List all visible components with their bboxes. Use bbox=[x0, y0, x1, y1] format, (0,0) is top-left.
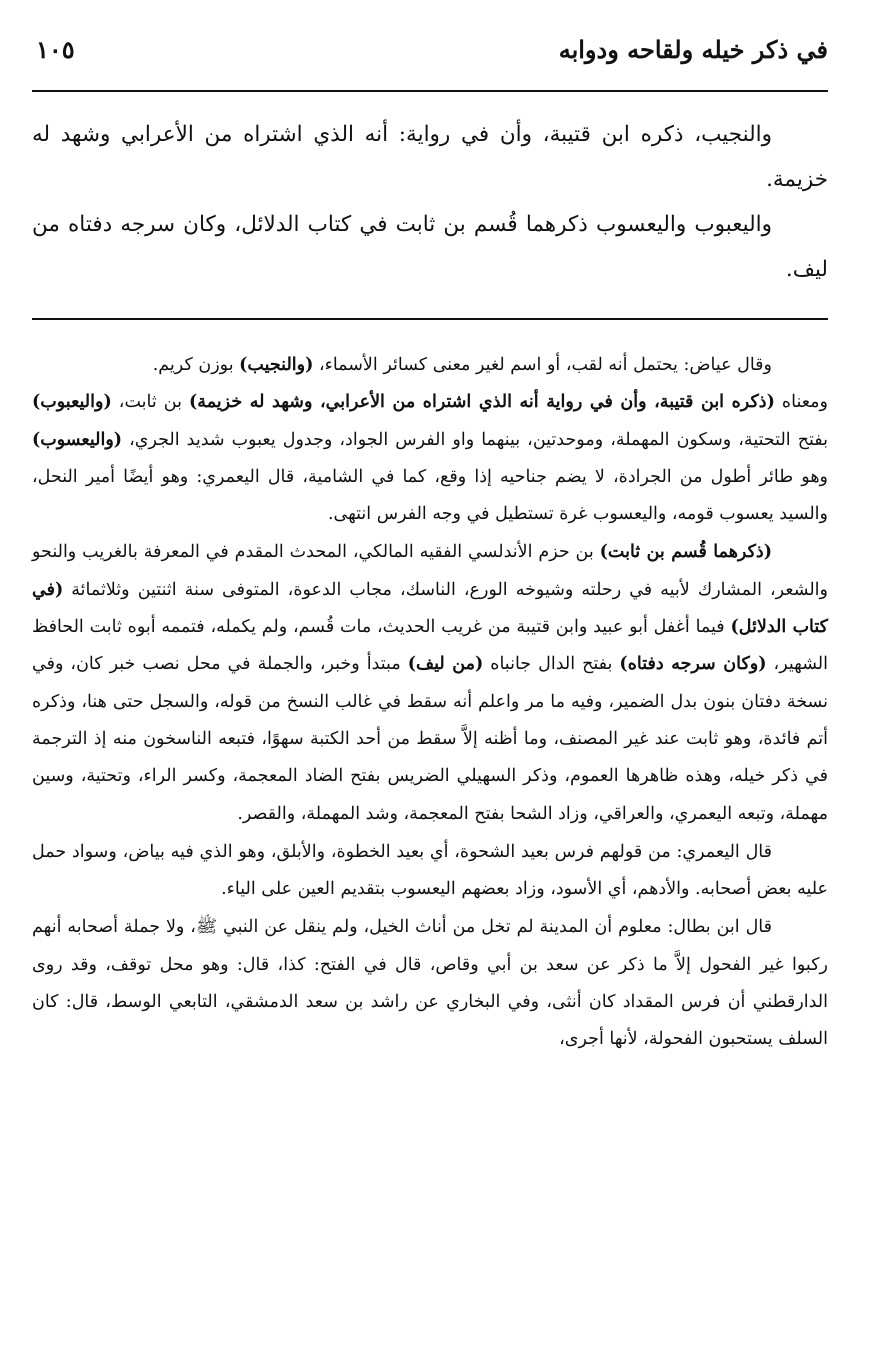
commentary-text-run: بوزن كريم. bbox=[152, 355, 240, 375]
commentary-text-run: بفتح الدال جانباه bbox=[483, 654, 620, 675]
page-number: ١٠٥ bbox=[36, 35, 75, 64]
commentary-paragraph bbox=[32, 347, 828, 384]
commentary-text-run: ومعناه bbox=[774, 392, 828, 413]
quoted-phrase: (والنجيب) bbox=[239, 355, 314, 375]
commentary-text-run: بفتح التحتية، وسكون المهملة، وموحدتين، بينهما واو الفرس الجواد، وجدول يعبوب شديد الجري، bbox=[122, 429, 828, 450]
quoted-phrase: (ذكره ابن قتيبة، وأن في رواية أنه الذي اشتراه من الأعرابي، وشهد له خزيمة) bbox=[189, 392, 775, 413]
commentary-divider bbox=[32, 318, 828, 320]
commentary-text-run: فيما أغفل أبو عبيد وابن قتيبة من غريب الحديث، مات قُسم، ولم يكمله، فتممه أبوه ثابت الحافظ الشهير، bbox=[32, 617, 828, 675]
commentary-text-run: وهو طائر أطول من الجرادة، لا يضم جناحيه إذا وقع، كما في الشامية، قال اليعمري: وهو أيضًا أمير النحل، والسيد يعسوب قومه، واليعسوب غرة تستطيل في وجه الفرس انتهى. bbox=[32, 466, 828, 525]
quoted-phrase: (واليعبوب) bbox=[32, 392, 112, 413]
commentary-text-run: بن حزم الأندلسي الفقيه المالكي، المحدث المقدم في المعرفة بالغريب والنحو والشعر، المشارك لأبيه في رحلته وشيوخه الورع، الناسك، مجاب الدعوة، المتوفى سنة اثنتين وثلاثمائة bbox=[32, 542, 828, 600]
quoted-phrase: (واليعسوب) bbox=[32, 429, 123, 450]
running-title: في ذكر خيله ولقاحه ودوابه bbox=[558, 35, 828, 64]
commentary-text-run: بن ثابت، bbox=[111, 392, 190, 413]
main-text bbox=[32, 112, 828, 292]
commentary-paragraph: قال ابن بطال: معلوم أن المدينة لم تخل من أناث الخيل، ولم ينقل عن النبي ﷺ، ولا جملة أصحابه أنهم ركبوا غير الفحول إلاَّ ما ذكر عن سعد بن أبي وقاص، قال في الفتح: كذا، قال: وهو محل توقف، وقد روى الدارقطني أن فرس المقداد كان أنثى، وفي البخاري عن راشد بن سعد الدمشقي، التابعي الوسط، قال: كان السلف يستحبون الفحولة، لأنها أجرى، bbox=[32, 917, 828, 1050]
quoted-phrase: (ذكرهما قُسم بن ثابت) bbox=[599, 542, 772, 563]
commentary-paragraph bbox=[32, 534, 828, 832]
commentary-paragraph bbox=[32, 384, 828, 533]
quoted-phrase: (في كتاب الدلائل) bbox=[32, 579, 828, 638]
commentary-text-run: مبتدأ وخبر، والجملة في محل نصب خبر كان، وفي نسخة دفتان بنون بدل الضمير، وفيه ما مر واعلم أنه سقط في غالب النسخ من قوله، والسجل حتى هنا، وذكره أتم فائدة، وهو ثابت عند غير المصنف، وما أظنه إلاَّ سقط من أحد الكتبة سهوًا، فتبعه الناسخون منه إذ الترجمة في ذكر خيله، وهذه ظاهرها العموم، وذكر السهيلي الضريس بفتح الضاد المعجمة، وكسر الراء، وتحتية، وسين مهملة، وتبعه اليعمري، والعراقي، وزاد الشحا بفتح المعجمة، وشد المهملة، والقصر. bbox=[32, 654, 828, 824]
commentary-text bbox=[32, 347, 828, 1059]
main-paragraph: واليعبوب واليعسوب ذكرهما قُسم بن ثابت في كتاب الدلائل، وكان سرجه دفتاه من ليف. bbox=[32, 212, 828, 282]
page-header bbox=[32, 30, 828, 80]
header-divider bbox=[32, 90, 828, 92]
main-paragraph: والنجيب، ذكره ابن قتيبة، وأن في رواية: أنه الذي اشتراه من الأعرابي وشهد له خزيمة. bbox=[32, 122, 828, 192]
commentary-text-run: وقال عياض: يحتمل أنه لقب، أو اسم لغير معنى كسائر الأسماء، bbox=[313, 355, 772, 375]
quoted-phrase: (وكان سرجه دفتاه) bbox=[619, 654, 767, 675]
commentary-paragraph: قال اليعمري: من قولهم فرس بعيد الشحوة، أي بعيد الخطوة، والأبلق، وهو الذي فيه بياض، وسواد حمل عليه بعض أصحابه. والأدهم، أي الأسود، وزاد بعضهم اليعسوب بتقديم العين على الياء. bbox=[32, 841, 828, 900]
quoted-phrase: (من ليف) bbox=[407, 654, 484, 675]
